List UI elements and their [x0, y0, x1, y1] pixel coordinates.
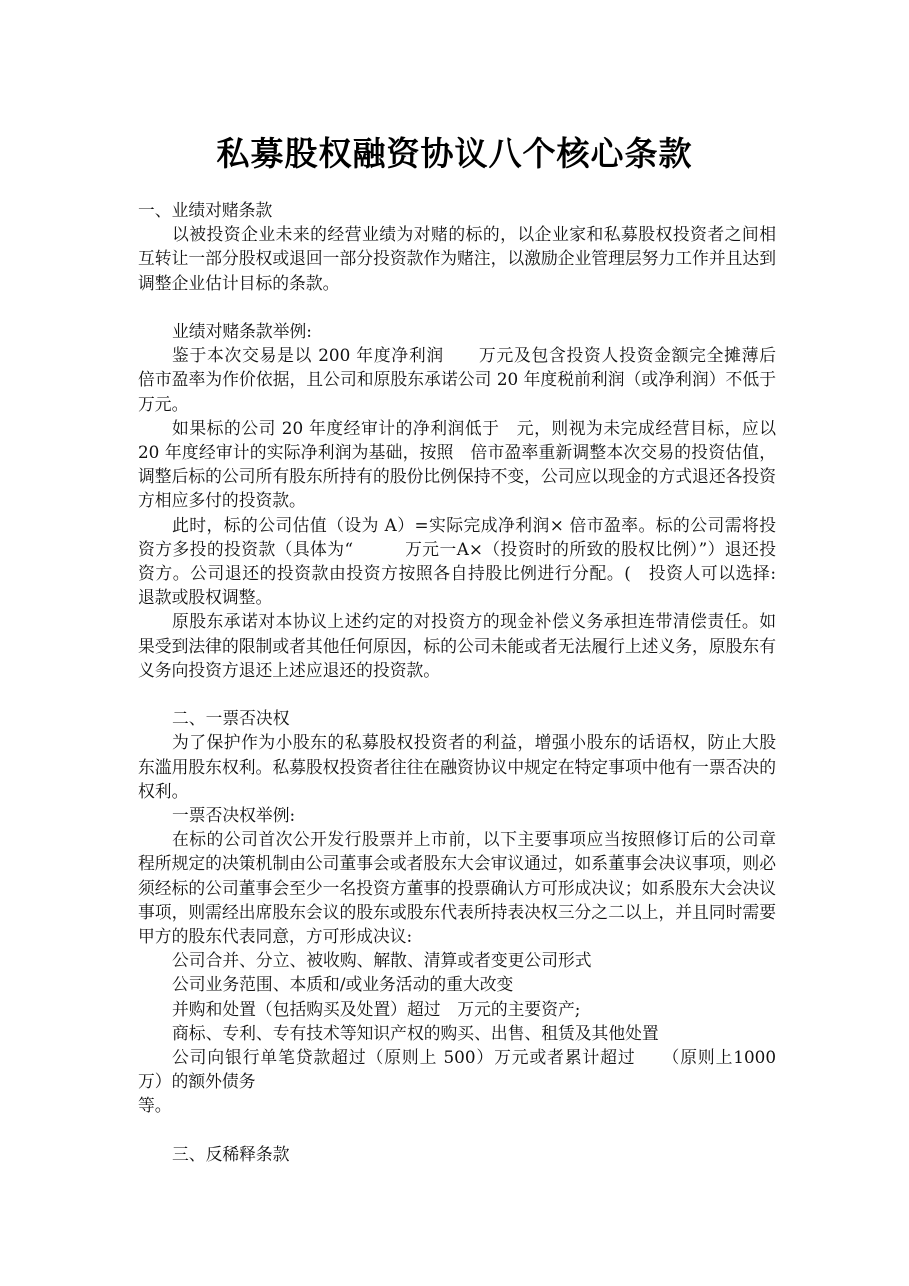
paragraph-gap: [138, 682, 776, 706]
paragraph: 原股东承诺对本协议上述约定的对投资方的现金补偿义务承担连带清偿责任。如果受到法律的限制或者其他任何原因，标的公司未能或者无法履行上述义务，原股东有义务向投资方退还上述应退还的投资款。: [138, 611, 776, 680]
paragraph: 鉴于本次交易是以 200 年度净利润 万元及包含投资人投资金额完全摊薄后 倍市盈率为作价依据，且公司和原股东承诺公司 20 年度税前利润（或净利润）不低于 万元。: [138, 345, 810, 414]
paragraph: 以被投资企业未来的经营业绩为对赌的标的，以企业家和私募股权投资者之间相互转让一部分股权或退回一部分投资款作为赌注，以激励企业管理层努力工作并且达到调整企业估计目标的条款。: [138, 224, 776, 293]
section-heading-1: 一、业绩对赌条款: [138, 200, 273, 220]
document-body: [138, 198, 810, 1166]
list-item: 商标、专利、专有技术等知识产权的购买、出售、租赁及其他处置: [172, 1022, 659, 1043]
paragraph-gap: [138, 1118, 776, 1142]
paragraph: 等。: [138, 1095, 172, 1116]
paragraph-gap: [138, 295, 776, 319]
list-item: 公司向银行单笔贷款超过（原则上 500）万元或者累计超过 （原则上1000 万）的额外债务: [138, 1047, 776, 1092]
paragraph: 在标的公司首次公开发行股票并上市前，以下主要事项应当按照修订后的公司章程所规定的决策机制由公司董事会或者股东大会审议通过，如系董事会决议事项，则必须经标的公司董事会至少一名投资方董事的投票确认方可形成决议；如系股东大会决议事项，则需经出席股东会议的股东或股东代表所持表决权三分之二以上，并且同时需要甲方的股东代表同意，方可形成决议:: [138, 829, 776, 947]
list-item: 公司业务范围、本质和/或业务活动的重大改变: [172, 974, 514, 995]
paragraph: 为了保护作为小股东的私募股权投资者的利益，增强小股东的话语权，防止大股东滥用股东权利。私募股权投资者往往在融资协议中规定在特定事项中他有一票否决的权利。: [138, 732, 776, 801]
example-heading: 一票否决权举例:: [172, 805, 296, 826]
paragraph: 如果标的公司 20 年度经审计的净利润低于 元，则视为未完成经营目标，应以 20 年度经审计的实际净利润为基础，按照 倍市盈率重新调整本次交易的投资估值，调整后标的公司所有股东所持有的股份比例保持不变，公司应以现金的方式退还各投资方相应多付的投资款。: [138, 417, 776, 511]
section-heading-3: 三、反稀释条款: [172, 1143, 290, 1164]
list-item: 并购和处置（包括购买及处置）超过 万元的主要资产;: [172, 998, 581, 1019]
list-item: 公司合并、分立、被收购、解散、清算或者变更公司形式: [172, 950, 592, 971]
document-title: 私募股权融资协议八个核心条款: [216, 134, 693, 173]
example-heading: 业绩对赌条款举例:: [172, 321, 312, 341]
paragraph: 此时，标的公司估值（设为 A）=实际完成净利润× 倍市盈率。标的公司需将投资方多投的投资款（具体为“ 万元一A×（投资时的所致的股权比例）”）退还投资方。公司退还的投资款由投资方按照各自持股比例进行分配。( 投资人可以选择: 退款或股权调整。: [138, 514, 793, 608]
section-heading-2: 二、一票否决权: [172, 708, 290, 729]
